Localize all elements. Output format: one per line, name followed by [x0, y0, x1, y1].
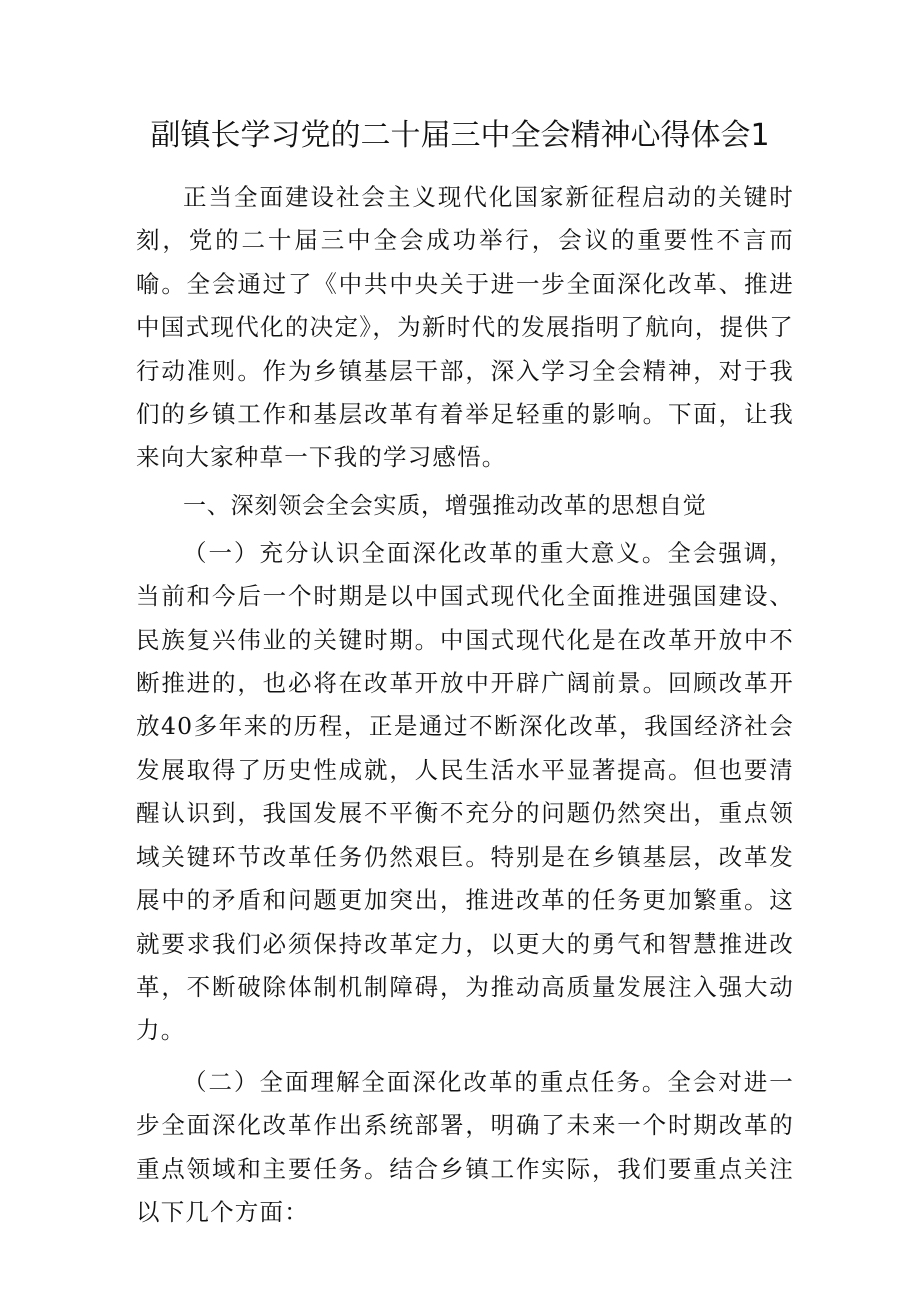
document-title: 副镇长学习党的二十届三中全会精神心得体会1 — [150, 118, 770, 153]
document-body — [136, 176, 794, 1234]
section-heading-1: 一、深刻领会全会实质，增强推动改革的思想自觉 — [183, 492, 707, 519]
paragraph-section-1-2: （二）全面理解全面深化改革的重点任务。全会对进一步全面深化改革作出系统部署，明确了未来一个时期改革的重点领域和主要任务。结合乡镇工作实际，我们要重点关注以下几个方面： — [136, 1067, 794, 1226]
paragraph-section-1-1: （一）充分认识全面深化改革的重大意义。全会强调，当前和今后一个时期是以中国式现代化全面推进强国建设、民族复兴伟业的关键时期。中国式现代化是在改革开放中不断推进的，也必将在改革开放中开辟广阔前景。回顾改革开放40多年来的历程，正是通过不断深化改革，我国经济社会发展取得了历史性成就，人民生活水平显著提高。但也要清醒认识到，我国发展不平衡不充分的问题仍然突出，重点领域关键环节改革任务仍然艰巨。特别是在乡镇基层，改革发展中的矛盾和问题更加突出，推进改革的任务更加繁重。这就要求我们必须保持改革定力，以更大的勇气和智慧推进改革，不断破除体制机制障碍，为推动高质量发展注入强大动力。 — [136, 538, 794, 1045]
paragraph-intro: 正当全面建设社会主义现代化国家新征程启动的关键时刻，党的二十届三中全会成功举行，会议的重要性不言而喻。全会通过了《中共中央关于进一步全面深化改革、推进中国式现代化的决定》，为新时代的发展指明了航向，提供了行动准则。作为乡镇基层干部，深入学习全会精神，对于我们的乡镇工作和基层改革有着举足轻重的影响。下面，让我来向大家种草一下我的学习感悟。 — [136, 183, 794, 472]
